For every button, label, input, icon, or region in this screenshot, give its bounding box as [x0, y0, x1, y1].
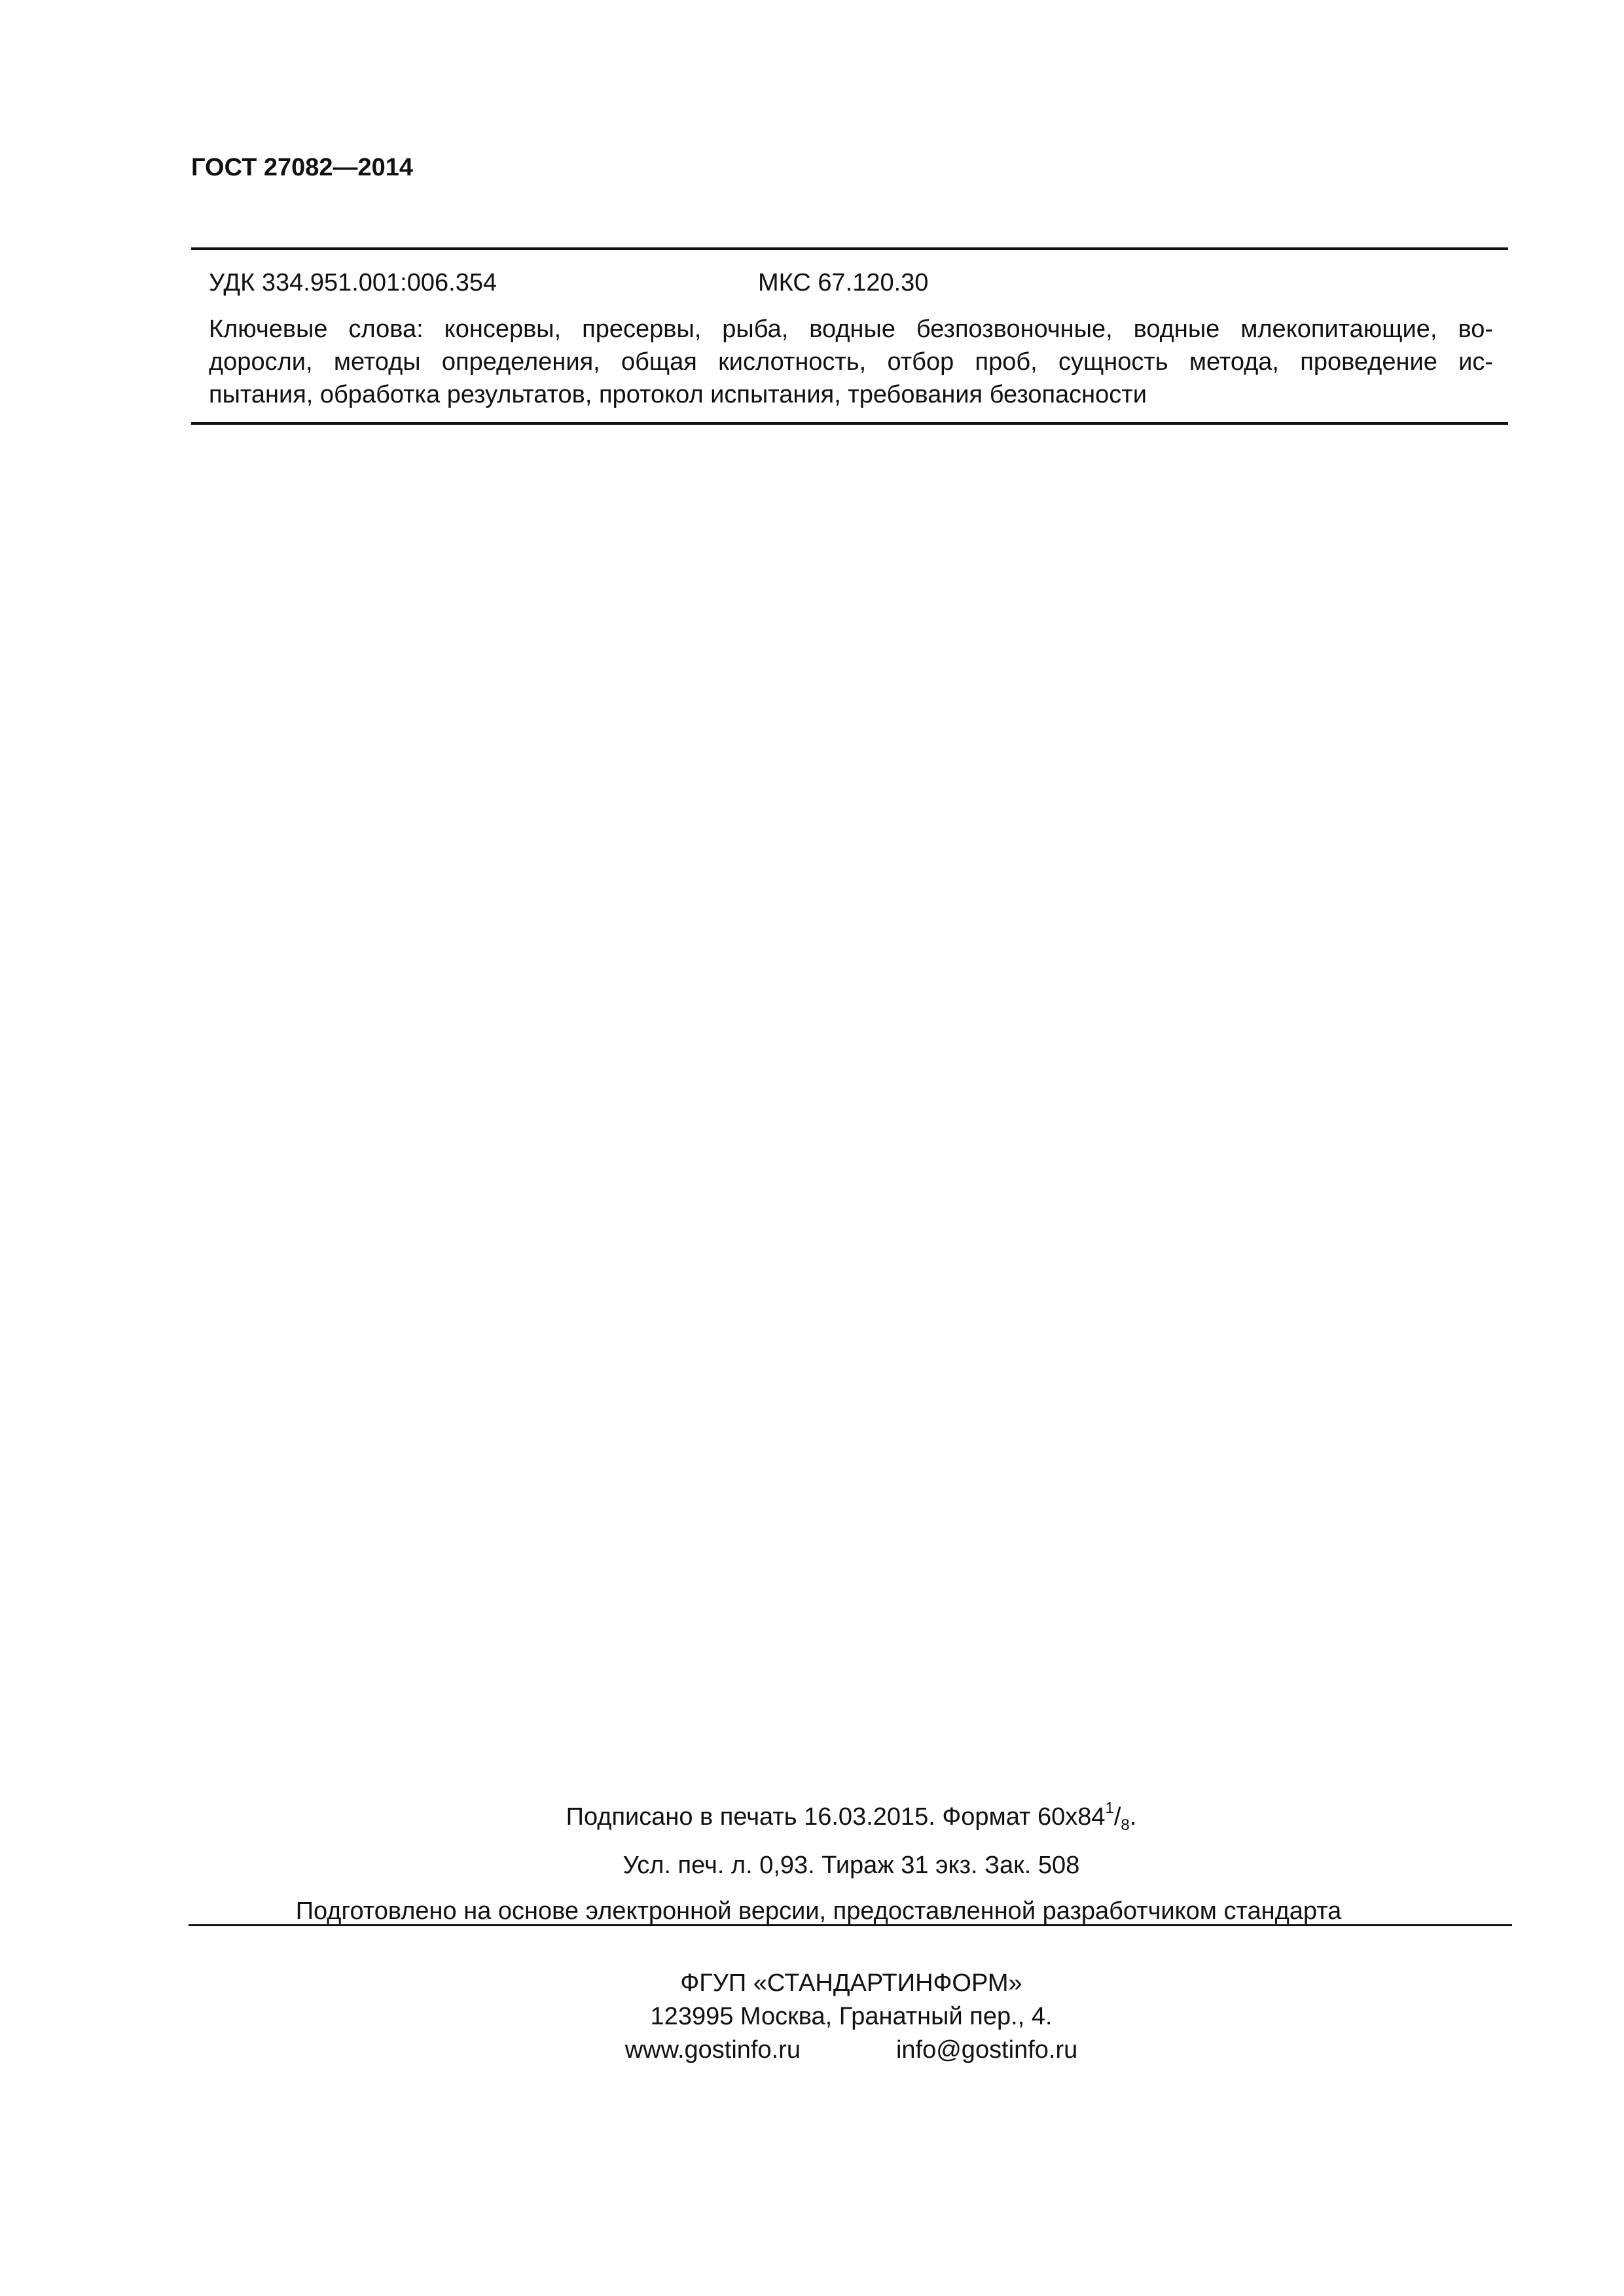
format-end: . [1129, 1803, 1137, 1831]
format-denominator: 8 [1121, 1816, 1130, 1834]
keywords-line: доросли, методы определения, общая кислотность, отбор проб, сущность метода, проведение ис- [209, 348, 1493, 376]
top-divider [191, 247, 1508, 250]
keywords-divider [191, 422, 1508, 425]
signed-text: Подписано в печать 16.03.2015. Формат 60x84 [566, 1803, 1106, 1831]
format-slash: / [1113, 1803, 1121, 1831]
prepared-note: Подготовлено на основе электронной версии, предоставленной разработчиком стандарта [295, 1897, 1342, 1925]
keywords-block [209, 313, 1493, 411]
print-info: Усл. печ. л. 0,93. Тираж 31 экз. Зак. 508 [623, 1852, 1080, 1879]
publisher-website-link[interactable]: www.gostinfo.ru [624, 2036, 801, 2064]
publisher-email-link[interactable]: info@gostinfo.ru [895, 2036, 1078, 2064]
publisher-address: 123995 Москва, Гранатный пер., 4. [650, 2003, 1053, 2030]
signed-for-print [39, 1801, 1624, 1833]
udc-code: УДК 334.951.001:006.354 [209, 269, 497, 296]
publisher-name: ФГУП «СТАНДАРТИНФОРМ» [680, 1969, 1022, 1997]
format-numerator: 1 [1105, 1799, 1114, 1817]
publisher-contacts [0, 2034, 1624, 2066]
mks-code: МКС 67.120.30 [758, 269, 929, 296]
keywords-line: Ключевые слова: консервы, пресервы, рыба, водные безпозвоночные, водные млекопитающие, во- [209, 315, 1493, 343]
document-code: ГОСТ 27082—2014 [191, 154, 414, 181]
keywords-line: пытания, обработка результатов, протокол испытания, требования безопасности [209, 381, 1147, 408]
imprint-divider [189, 1924, 1512, 1926]
